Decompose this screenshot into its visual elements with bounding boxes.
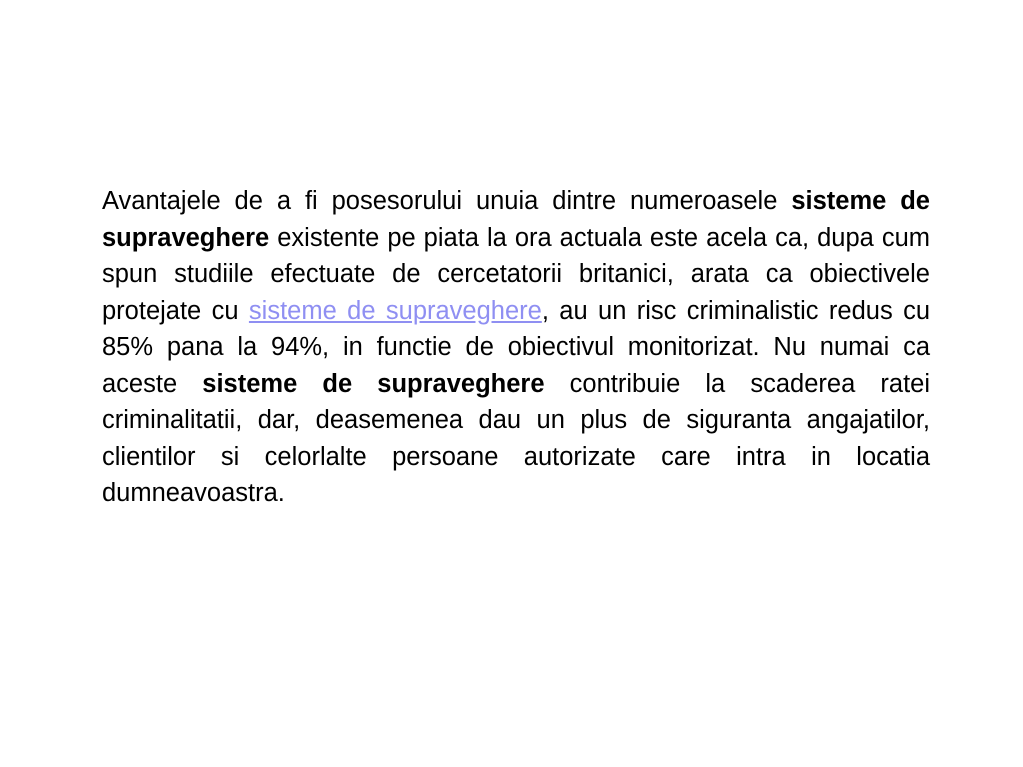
- bold-keyword: sisteme de supraveghere: [102, 187, 930, 252]
- text-segment: existente pe piata la ora actuala este acela ca, dupa cum spun studiile efectuate de cercetatorii britanici, arata ca obiectivele protejate cu: [102, 223, 930, 325]
- body-paragraph: [102, 183, 930, 512]
- text-segment: Avantajele de a fi posesorului unuia dintre numeroasele: [102, 187, 792, 215]
- bold-keyword: sisteme de supraveghere: [202, 369, 545, 398]
- sisteme-de-supraveghere-link[interactable]: sisteme de supraveghere: [248, 296, 542, 325]
- text-segment: , au un risc criminalistic redus cu 85% pana la 94%, in functie de obiectivul monitorizat. Nu numai ca aceste: [102, 296, 930, 398]
- text-segment: contribuie la scaderea ratei criminalitatii, dar, deasemenea dau un plus de siguranta angajatilor, clientilor si celorlalte persoane autorizate care intra in locatia dumneavoastra.: [102, 369, 931, 507]
